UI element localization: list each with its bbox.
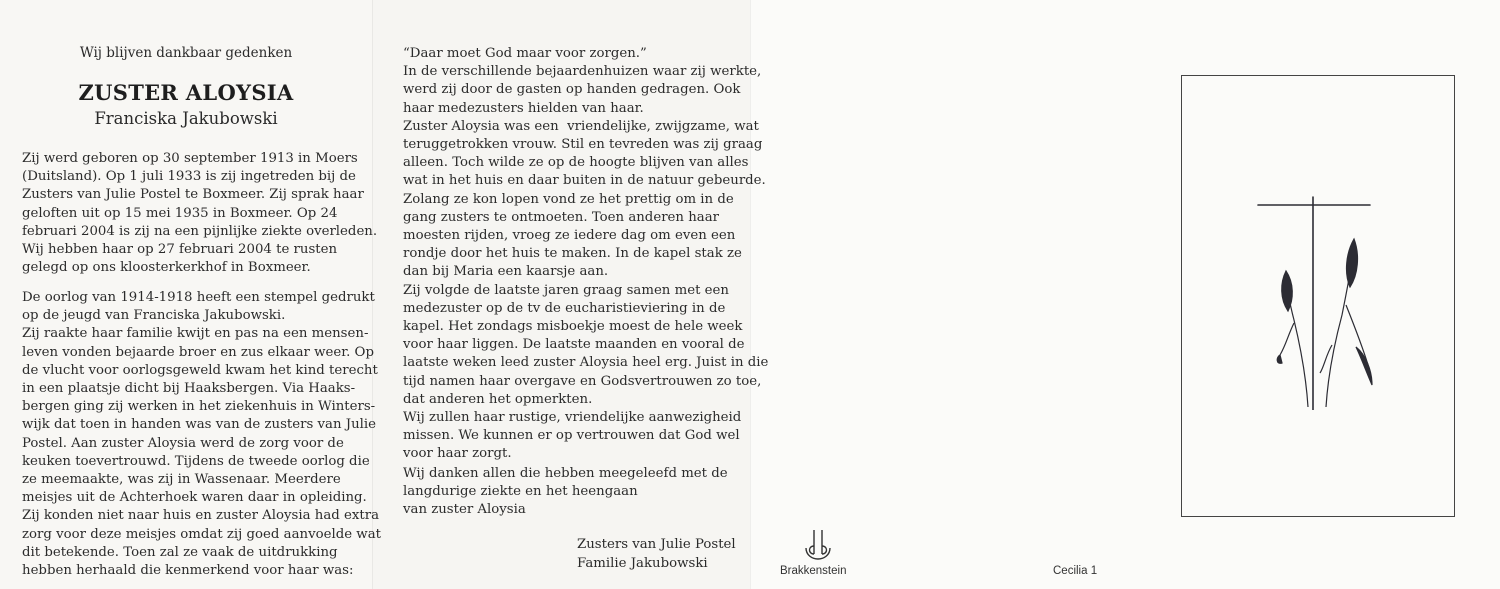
thanks-paragraph: Wij danken allen die hebben meegeleefd met de langdurige ziekte en het heengaan van zuster Aloysia	[403, 466, 728, 518]
brakkenstein-logo-icon	[803, 528, 833, 560]
card-model-label: Cecilia 1	[1053, 565, 1098, 577]
civil-name: Franciska Jakubowski	[94, 109, 278, 128]
publisher-name: Brakkenstein	[780, 565, 847, 577]
biography-paragraph-2: De oorlog van 1914-1918 heeft een stempel gedrukt op de jeugd van Franciska Jakubowski. Zij raakte haar familie kwijt en pas na een mensen- leven vonden bejaarde broer en zus elkaar weer. Op de vlucht voor oorlogsgeweld kwam het kind terecht in een plaatsje dicht bij Haaksbergen. Via Haaks- bergen ging zij werken in het ziekenhuis in Winters- wijk dat toen in handen was van de zusters van Julie Postel. Aan zuster Aloysia werd de zorg voor de keuken toevertrouwd. Tijdens de tweede oorlog die ze meemaakte, was zij in Wassenaar. Meerdere meisjes uit de Achterhoek waren daar in opleiding. Zij konden niet naar huis en zuster Aloysia had extra zorg voor deze meisjes omdat zij goed aanvoelde wat dit betekende. Toen zal ze vaak de uitdrukking hebben herhaald die kenmerkend voor haar was:	[22, 290, 381, 579]
biography-paragraph-1: Zij werd geboren op 30 september 1913 in Moers (Duitsland). Op 1 juli 1933 is zij ingetreden bij de Zusters van Julie Postel te Boxmeer. Zij sprak haar geloften uit op 15 mei 1935 in Boxmeer. Op 24 februari 2004 is zij na een pijnlijke ziekte overleden. Wij hebben haar op 27 februari 2004 te rusten gelegd op ons kloosterkerkhof in Boxmeer.	[22, 151, 378, 276]
cross-with-wheat-icon	[1250, 195, 1390, 410]
signature-block: Zusters van Julie Postel Familie Jakubowski	[577, 537, 736, 571]
memorial-paragraph-1: “Daar moet God maar voor zorgen.” In de verschillende bejaardenhuizen waar zij werkte, werd zij door de gasten op handen gedragen. Ook haar medezusters hielden van haar. Zuster Aloysia was een vriendelijke, zwijgzame, wat teruggetrokken vrouw. Stil en tevreden was zij graag alleen. Toch wilde ze op de hoogte blijven van alles wat in het huis en daar buiten in de natuur gebeurde. Zolang ze kon lopen vond ze het prettig om in de gang zusters te ontmoeten. Toen anderen haar moesten rijden, vroeg ze iedere dag om even een rondje door het huis te maken. In de kapel stak ze dan bij Maria een kaarsje aan. Zij volgde de laatste jaren graag samen met een medezuster op de tv de eucharistieviering in de kapel. Het zondags misboekje moest de hele week voor haar liggen. De laatste maanden en vooral de laatste weken leed zuster Aloysia heel erg. Juist in die tijd namen haar overgave en Godsvertrouwen zo toe, dat anderen het opmerkten. Wij zullen haar rustige, vriendelijke aanwezigheid missen. We kunnen er op vertrouwen dat God wel voor haar zorgt.	[403, 46, 769, 462]
intro-text: Wij blijven dankbaar gedenken	[79, 45, 293, 61]
deceased-name: ZUSTER ALOYSIA	[78, 80, 294, 105]
